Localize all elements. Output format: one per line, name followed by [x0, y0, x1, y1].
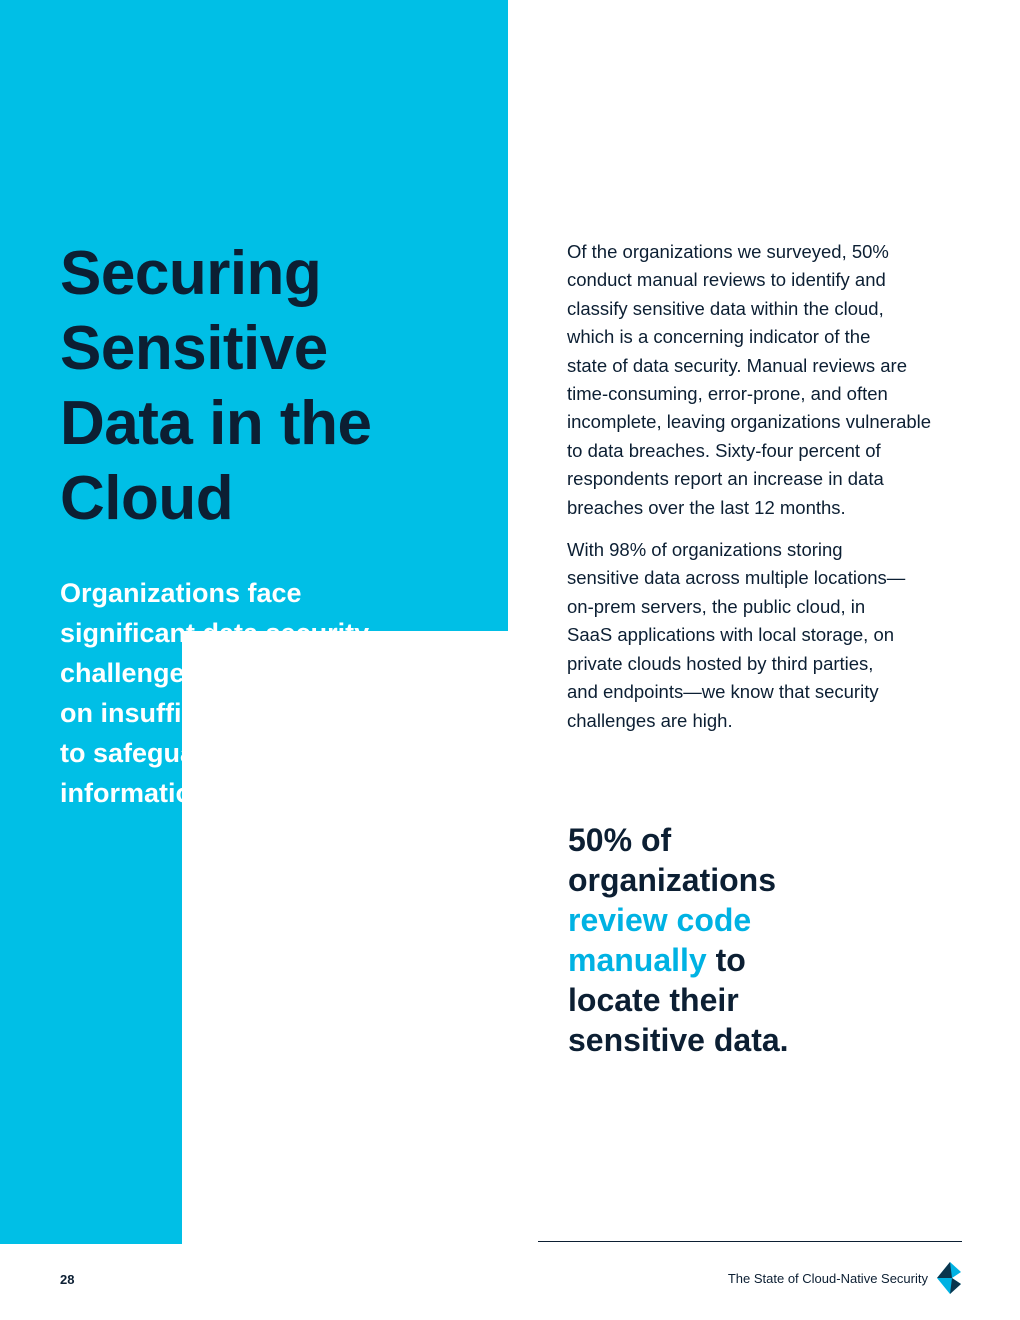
subtitle-line: to safeguard sensitive — [60, 738, 346, 768]
body-line: incomplete, leaving organizations vulnerable — [567, 411, 932, 433]
body-line: classify sensitive data within the cloud, — [567, 297, 884, 319]
brand-logo-icon — [935, 1262, 963, 1294]
title-line: Securing — [60, 239, 322, 308]
footer-divider — [538, 1241, 962, 1242]
callout-highlight: manually — [568, 942, 707, 978]
body-line: sensitive data across multiple locations— — [567, 567, 906, 589]
footer-doc-title: The State of Cloud-Native Security — [727, 1271, 928, 1286]
callout-highlight: review code — [568, 902, 752, 938]
body-line: breaches over the last 12 months. — [567, 496, 846, 518]
callout-line-rest: to — [706, 942, 746, 978]
callout-line: organizations — [568, 862, 777, 898]
body-text — [567, 238, 977, 735]
title-line: Data in the — [60, 389, 372, 458]
body-line: With 98% of organizations storing — [567, 539, 843, 561]
subtitle-line: significant data security — [60, 618, 370, 648]
body-line: on-prem servers, the public cloud, in — [567, 595, 866, 617]
body-line: respondents report an increase in data — [567, 468, 884, 490]
callout-line: sensitive data. — [568, 1022, 789, 1058]
subtitle-line: challenges, with many relying — [60, 658, 443, 688]
subtitle-line: on insufficient methods — [60, 698, 365, 728]
body-line: and endpoints—we know that security — [567, 681, 879, 703]
page-title — [60, 236, 490, 536]
body-paragraph-1 — [567, 238, 977, 522]
callout-line — [568, 940, 868, 980]
body-paragraph-2 — [567, 536, 977, 735]
title-line: Sensitive — [60, 314, 328, 383]
subtitle-line: Organizations face — [60, 578, 302, 608]
body-line: time-consuming, error-prone, and often — [567, 383, 888, 405]
body-line: challenges are high. — [567, 709, 733, 731]
stat-callout — [568, 820, 868, 1060]
body-line: private clouds hosted by third parties, — [567, 652, 874, 674]
callout-line: locate their — [568, 982, 739, 1018]
page-subtitle — [60, 573, 500, 813]
page-number: 28 — [60, 1272, 75, 1287]
title-line: Cloud — [60, 464, 234, 533]
body-line: conduct manual reviews to identify and — [567, 269, 886, 291]
body-line: to data breaches. Sixty-four percent of — [567, 439, 881, 461]
body-line: SaaS applications with local storage, on — [567, 624, 895, 646]
callout-line: 50% of — [568, 822, 672, 858]
body-line: state of data security. Manual reviews are — [567, 354, 908, 376]
body-line: which is a concerning indicator of the — [567, 326, 871, 348]
body-line: Of the organizations we surveyed, 50% — [567, 241, 889, 262]
subtitle-line: information. — [60, 778, 216, 808]
